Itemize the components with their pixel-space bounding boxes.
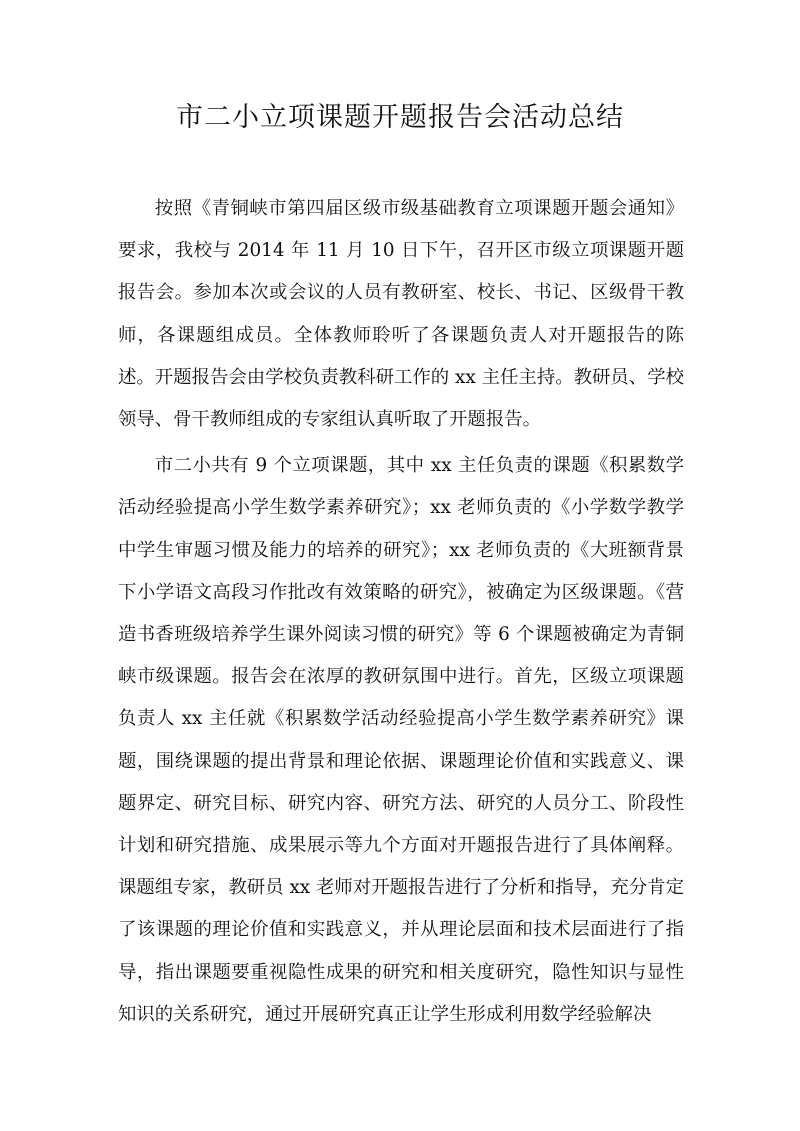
paragraph-2: 市二小共有 9 个立项课题，其中 xx 主任负责的课题《积累数学活动经验提高小学生数学素养研究》；xx 老师负责的《小学数学教学中学生审题习惯及能力的培养的研究》；xx 老师负责的《大班额背景下小学语文高段习作批改有效策略的研究》，被确定为区级课题。《营造书香班级培养学生课外阅读习惯的研究》等 6 个课题被确定为青铜峡市级课题。报告会在浓厚的教研氛围中进行。首先，区级立项课题负责人 xx 主任就《积累数学活动经验提高小学生数学素养研究》课题，围绕课题的提出背景和理论依据、课题理论价值和实践意义、课题界定、研究目标、研究内容、研究方法、研究的人员分工、阶段性计划和研究措施、成果展示等九个方面对开题报告进行了具体阐释。课题组专家，教研员 xx 老师对开题报告进行了分析和指导，充分肯定了该课题的理论价值和实践意义，并从理论层面和技术层面进行了指导，指出课题要重视隐性成果的研究和相关度研究，隐性知识与显性知识的关系研究，通过开展研究真正让学生形成利用数学经验解决 — [118, 455, 684, 1025]
page-title: 市二小立项课题开题报告会活动总结 — [176, 102, 624, 133]
document-body — [118, 188, 684, 1040]
paragraph-1: 按照《青铜峡市第四届区级市级基础教育立项课题开题会通知》要求，我校与 2014 年 11 月 10 日下午，召开区市级立项课题开题报告会。参加本次或会议的人员有教研室、校长、书记、区级骨干教师，各课题组成员。全体教师聆听了各课题负责人对开题报告的陈述。开题报告会由学校负责教科研工作的 xx 主任主持。教研员、学校领导、骨干教师组成的专家组认真听取了开题报告。 — [118, 198, 684, 431]
